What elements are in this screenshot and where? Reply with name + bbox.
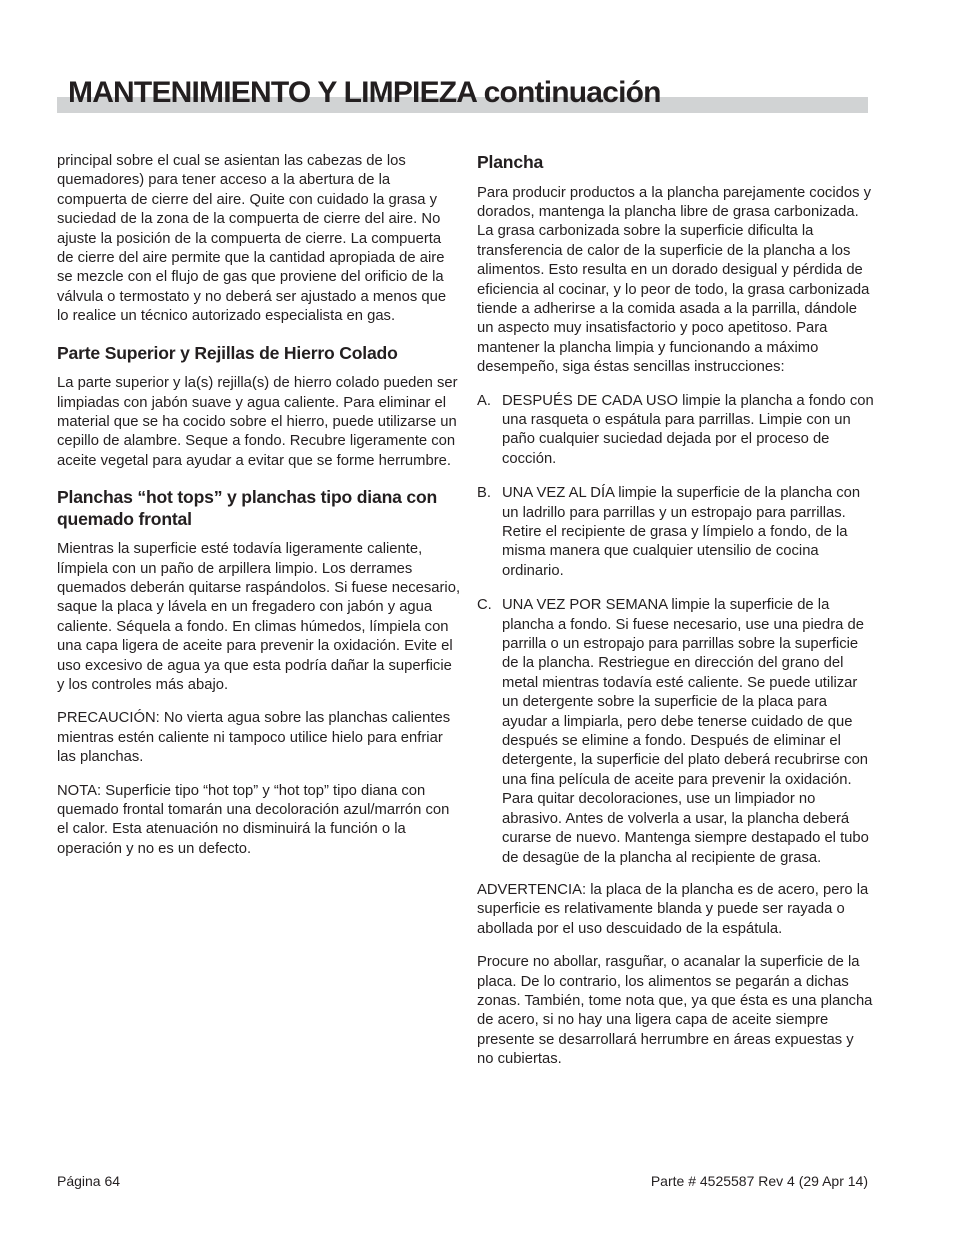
section-heading-planchas-hot-tops: Planchas “hot tops” y planchas tipo diana con quemado frontal	[57, 487, 438, 529]
right-column	[477, 152, 874, 1084]
closing-paragraph: Procure no abollar, rasguñar, o acanalar la superficie de la placa. De lo contrario, los alimentos se pegarán a dichas zonas. También, tome nota que, ya que ésta es una plancha de acero, si no hay una ligera capa de aceite siempre presente se desarrollará herrumbre en áreas expuestas y no cubiertas.	[477, 954, 873, 1068]
note-paragraph: NOTA: Superficie tipo “hot top” y “hot top” tipo diana con quemado frontal tomarán una decoloración azul/marrón con el calor. Esta atenuación no disminuirá la función o la operación y no es un defecto.	[57, 782, 450, 857]
caution-paragraph: PRECAUCIÓN: No vierta agua sobre las planchas calientes mientras estén caliente ni tampoco utilice hielo para enfriar las planchas.	[57, 710, 451, 766]
section-heading-parte-superior: Parte Superior y Rejillas de Hierro Colado	[57, 342, 398, 363]
list-item-label: C.	[477, 597, 492, 614]
warning-paragraph: ADVERTENCIA: la placa de la plancha es de acero, pero la superficie es relativamente blanda y puede ser rayada o abollada por el uso descuidado de la espátula.	[477, 881, 869, 937]
paragraph: Mientras la superficie esté todavía ligeramente caliente, límpiela con un paño de arpillera limpio. Los derrames quemados deberán quitarse raspándolos. Si fuese necesario, saque la placa y lávela en un fregadero con jabón y agua caliente. Séquela a fondo. En climas húmedos, límpiela con una capa ligera de aceite para prevenir la oxidación. Evite el uso excesivo de agua ya que esta podría dañar la superficie y los controles más abajo.	[57, 541, 461, 694]
list-item-text: UNA VEZ POR SEMANA limpie la superficie de la plancha a fondo. Si fuese necesario, use una piedra de parrilla o un estropajo para parrillas sobre la superficie de la plancha. Restriegue en dirección del grano del metal mientras todavía esté caliente. Se puede utilizar un detergente sobre la superficie de la placa para ayudar a limpiarla, pero debe tenerse cuidado de que después se elimine a fondo. Después de eliminar el detergente, la superficie del plato deberá recubrirse con una fina película de aceite para prevenir la oxidación. Para quitar decoloraciones, use un limpiador no abrasivo. Antes de volverla a usar, la plancha deberá curarse de nuevo. Mantenga siempre destapado el tubo de desagüe de la plancha al recipiente de grasa.	[502, 597, 869, 866]
paragraph: La parte superior y la(s) rejilla(s) de hierro colado pueden ser limpiadas con jabón suave y agua caliente. Para eliminar el material que se ha cocido sobre el hierro, puede utilizarse un cepillo de alambre. Seque a fondo. Recubre ligeramente con aceite vegetal para ayudar a evitar que se forme herrumbre.	[57, 375, 458, 469]
left-column	[57, 152, 461, 873]
list-item-label: B.	[477, 485, 491, 502]
list-item	[477, 392, 874, 470]
list-item	[477, 596, 874, 868]
footer-part-number: Parte # 4525587 Rev 4 (29 Apr 14)	[650, 1173, 868, 1189]
instruction-list	[477, 392, 874, 868]
page-title: MANTENIMIENTO Y LIMPIEZA continuación	[68, 76, 661, 109]
section-heading-plancha: Plancha	[477, 152, 544, 172]
list-item-text: UNA VEZ AL DÍA limpie la superficie de la plancha con un ladrillo para parrillas y un estropajo para parrillas. Retire el recipiente de grasa y límpielo a fondo, de la misma manera que cualquier utensilio de cocina ordinario.	[502, 485, 861, 579]
list-item-text: DESPUÉS DE CADA USO limpie la plancha a fondo con una rasqueta o espátula para parrillas. Limpie con un paño cualquier suciedad dejada por el proceso de cocción.	[502, 392, 874, 467]
footer-page-number: Página 64	[57, 1173, 121, 1189]
list-item	[477, 484, 874, 581]
list-item-label: A.	[477, 392, 491, 409]
paragraph: Para producir productos a la plancha parejamente cocidos y dorados, mantenga la plancha libre de grasa carbonizada. La grasa carbonizada sobre la superficie dificulta la transferencia de calor de la superficie de la plancha a los alimentos. Esto resulta en un dorado desigual y pérdida de eficiencia al cocinar, y lo peor de todo, la grasa carbonizada tiende a adherirse a la comida asada a la parrilla, dándole un aspecto muy insatisfactorio y poco apetitoso. Para mantener la plancha limpia y funcionando a máximo desempeño, siga éstas sencillas instrucciones:	[477, 184, 871, 376]
intro-paragraph: principal sobre el cual se asientan las cabezas de los quemadores) para tener acceso a la abertura de la compuerta de cierre del aire. Quite con cuidado la grasa y suciedad de la zona de la compuerta de cierre del aire. No ajuste la posición de la compuerta de cierre. La compuerta de cierre del aire permite que la cantidad apropiada de aire se mezcle con el flujo de gas que proviene del orificio de la válvula o termostato y no deberá ser ajustado a menos que lo realice un técnico autorizado especialista en gas.	[57, 153, 447, 325]
